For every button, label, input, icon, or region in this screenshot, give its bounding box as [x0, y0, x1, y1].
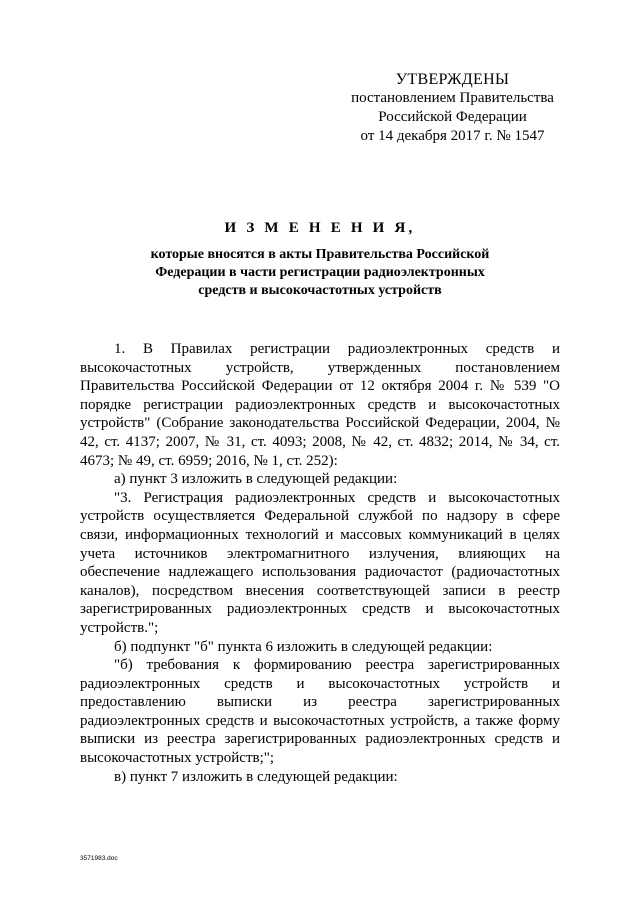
- approval-line-2: Российской Федерации: [378, 109, 527, 125]
- paragraph: "б) требования к формированию реестра зарегистрированных радиоэлектронных средств и высокочастотных устройств и предоставлению выписки из реестра зарегистрированных радиоэлектронных средств и высокочастотных устройств, а также форму выписки из реестра зарегистрированных радиоэлектронных средств и высокочастотных устройств;";: [80, 657, 560, 767]
- subtitle-line-2: Федерации в части регистрации радиоэлектронных: [155, 265, 485, 280]
- paragraph: "3. Регистрация радиоэлектронных средств и высокочастотных устройств осуществляется Федеральной службой по надзору в сфере связи, информационных технологий и массовых коммуникаций в целях учета источников электромагнитного излучения, влияющих на обеспечение надлежащего использования радиочастот (радиочастотных каналов), посредством внесения соответствующей записи в реестр зарегистрированных радиоэлектронных средств и высокочастотных устройств.";: [80, 489, 560, 636]
- paragraph: а) пункт 3 изложить в следующей редакции:: [114, 471, 398, 488]
- document-subtitle: [80, 246, 560, 300]
- subtitle-line-1: которые вносятся в акты Правительства Российской: [150, 247, 490, 262]
- approval-line-3: от 14 декабря 2017 г. № 1547: [360, 128, 545, 144]
- document-title: И З М Е Н Е Н И Я,: [224, 220, 416, 236]
- document-body: [80, 340, 560, 786]
- approval-line-1: постановлением Правительства: [351, 90, 554, 106]
- subtitle-line-3: средств и высокочастотных устройств: [198, 283, 442, 298]
- file-name-footer: 3571983.doc: [80, 855, 118, 862]
- paragraph: б) подпункт "б" пункта 6 изложить в следующей редакции:: [114, 638, 493, 655]
- paragraph: в) пункт 7 изложить в следующей редакции:: [114, 768, 398, 785]
- paragraph: 1. В Правилах регистрации радиоэлектронных средств и высокочастотных устройств, утвержденных постановлением Правительства Российской Федерации от 12 октября 2004 г. № 539 "О порядке регистрации радиоэлектронных средств и высокочастотных устройств" (Собрание законодательства Российской Федерации, 2004, № 42, ст. 4137; 2007, № 31, ст. 4093; 2008, № 42, ст. 4832; 2014, № 34, ст. 4673; № 49, ст. 6959; 2016, № 1, ст. 252):: [80, 341, 560, 469]
- approval-title: УТВЕРЖДЕНЫ: [395, 71, 510, 88]
- approval-stamp: [330, 70, 575, 146]
